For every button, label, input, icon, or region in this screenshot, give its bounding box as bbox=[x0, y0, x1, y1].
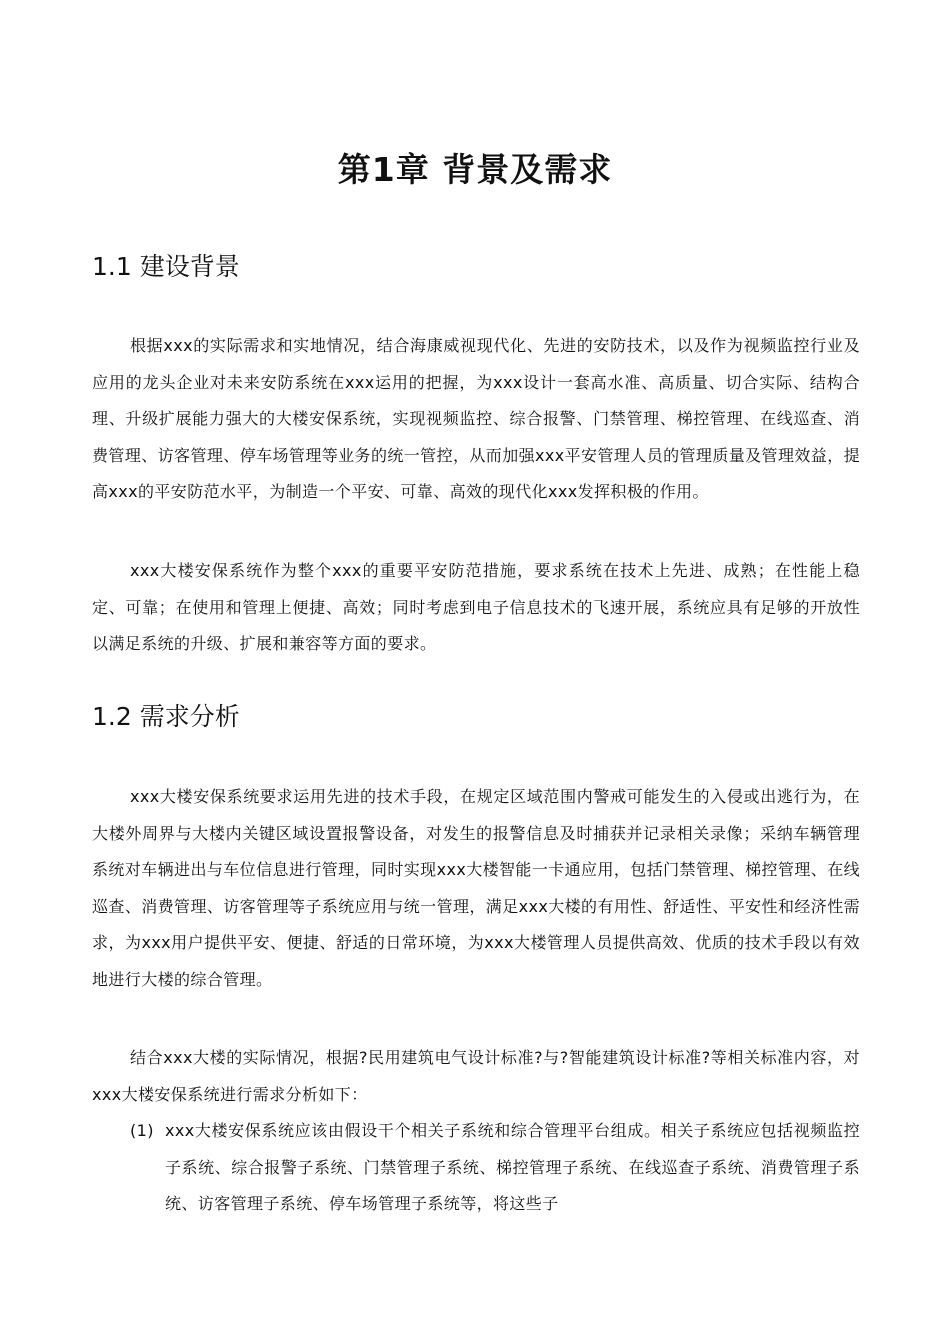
background-paragraph-2: xxx大楼安保系统作为整个xxx的重要平安防范措施，要求系统在技术上先进、成熟；在性能上稳定、可靠；在使用和管理上便捷、高效；同时考虑到电子信息技术的飞速开展，系统应具有足够的开放性以满足系统的升级、扩展和兼容等方面的要求。 bbox=[92, 561, 860, 654]
chapter-title: 第1章 背景及需求 bbox=[337, 150, 613, 189]
requirements-list-item bbox=[130, 1113, 860, 1223]
requirements-paragraph-2: 结合xxx大楼的实际情况，根据?民用建筑电气设计标准?与?智能建筑设计标准?等相关标准内容，对xxx大楼安保系统进行需求分析如下： bbox=[92, 1048, 860, 1104]
background-paragraph-1: 根据xxx的实际需求和实地情况，结合海康威视现代化、先进的安防技术，以及作为视频监控行业及应用的龙头企业对未来安防系统在xxx运用的把握，为xxx设计一套高水准、高质量、切合实际、结构合理、升级扩展能力强大的大楼安保系统，实现视频监控、综合报警、门禁管理、梯控管理、在线巡查、消费管理、访客管理、停车场管理等业务的统一管控，从而加强xxx平安管理人员的管理质量及管理效益，提高xxx的平安防范水平，为制造一个平安、可靠、高效的现代化xxx发挥积极的作用。 bbox=[92, 336, 860, 502]
section-title-requirements: 1.2 需求分析 bbox=[92, 702, 240, 731]
requirements-paragraph-1: xxx大楼安保系统要求运用先进的技术手段，在规定区域范围内警戒可能发生的入侵或出逃行为，在大楼外周界与大楼内关键区域设置报警设备，对发生的报警信息及时捕获并记录相关录像；采纳车辆管理系统对车辆进出与车位信息进行管理，同时实现xxx大楼智能一卡通应用，包括门禁管理、梯控管理、在线巡查、消费管理、访客管理等子系统应用与统一管理，满足xxx大楼的有用性、舒适性、平安性和经济性需求，为xxx用户提供平安、便捷、舒适的日常环境，为xxx大楼管理人员提供高效、优质的技术手段以有效地进行大楼的综合管理。 bbox=[92, 787, 860, 989]
list-marker: (1) bbox=[130, 1121, 154, 1140]
list-item-text: xxx大楼安保系统应该由假设干个相关子系统和综合管理平台组成。相关子系统应包括视频监控子系统、综合报警子系统、门禁管理子系统、梯控管理子系统、在线巡查子系统、消费管理子系统、访客管理子系统、停车场管理子系统等，将这些子 bbox=[165, 1121, 860, 1214]
section-title-background: 1.1 建设背景 bbox=[92, 252, 240, 281]
